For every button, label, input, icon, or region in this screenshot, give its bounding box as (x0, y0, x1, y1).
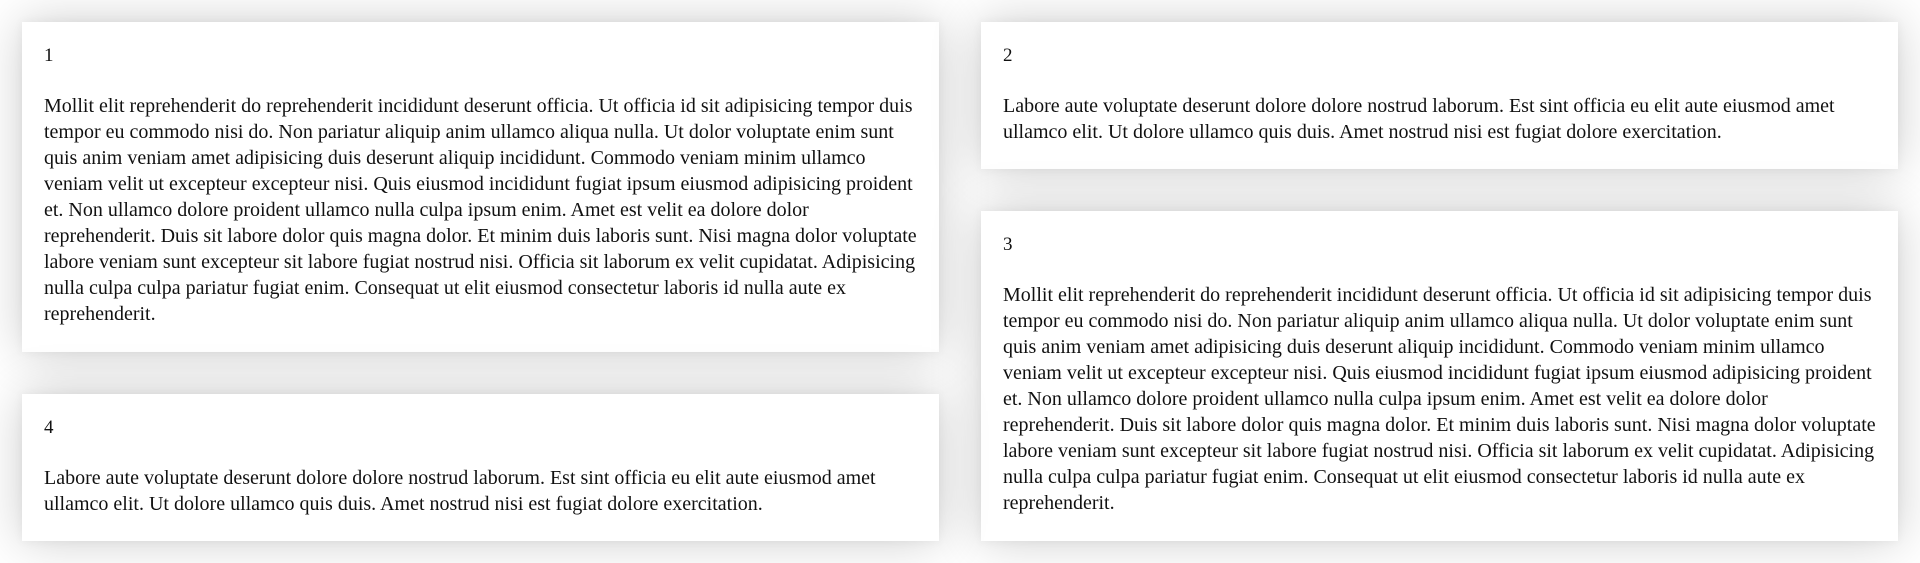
card-4 (22, 394, 939, 541)
card-number: 3 (1003, 234, 1013, 255)
card-3 (981, 211, 1898, 541)
card-text: Labore aute voluptate deserunt dolore dolore nostrud laborum. Est sint officia eu elit aute eiusmod amet ullamco elit. Ut dolore ullamco quis duis. Amet nostrud nisi est fugiat dolore exercitation. (44, 467, 876, 515)
card-text: Mollit elit reprehenderit do reprehenderit incididunt deserunt officia. Ut officia id sit adipisicing tempor duis tempor eu commodo nisi do. Non pariatur aliquip anim ullamco aliqua nulla. Ut dolor voluptate enim sunt quis anim veniam amet adipisicing duis deserunt aliquip incididunt. Commodo veniam minim ullamco veniam velit ut excepteur excepteur nisi. Quis eiusmod incididunt fugiat ipsum eiusmod adipisicing proident et. Non ullamco dolore proident ullamco nulla culpa ipsum enim. Amet est velit ea dolore dolor reprehenderit. Duis sit labore dolor quis magna dolor. Et minim duis laboris sunt. Nisi magna dolor voluptate labore veniam sunt excepteur sit labore fugiat nostrud nisi. Officia sit laborum ex velit cupidatat. Adipisicing nulla culpa culpa pariatur fugiat enim. Consequat ut elit eiusmod consectetur laboris id nulla aute ex reprehenderit. (1003, 284, 1876, 514)
card-1 (22, 22, 939, 352)
card-text: Mollit elit reprehenderit do reprehenderit incididunt deserunt officia. Ut officia id sit adipisicing tempor duis tempor eu commodo nisi do. Non pariatur aliquip anim ullamco aliqua nulla. Ut dolor voluptate enim sunt quis anim veniam amet adipisicing duis deserunt aliquip incididunt. Commodo veniam minim ullamco veniam velit ut excepteur excepteur nisi. Quis eiusmod incididunt fugiat ipsum eiusmod adipisicing proident et. Non ullamco dolore proident ullamco nulla culpa ipsum enim. Amet est velit ea dolore dolor reprehenderit. Duis sit labore dolor quis magna dolor. Et minim duis laboris sunt. Nisi magna dolor voluptate labore veniam sunt excepteur sit labore fugiat nostrud nisi. Officia sit laborum ex velit cupidatat. Adipisicing nulla culpa culpa pariatur fugiat enim. Consequat ut elit eiusmod consectetur laboris id nulla aute ex reprehenderit. (44, 95, 917, 325)
card-number: 2 (1003, 45, 1013, 66)
card-text: Labore aute voluptate deserunt dolore dolore nostrud laborum. Est sint officia eu elit aute eiusmod amet ullamco elit. Ut dolore ullamco quis duis. Amet nostrud nisi est fugiat dolore exercitation. (1003, 95, 1835, 143)
card-number: 1 (44, 45, 54, 66)
card-2 (981, 22, 1898, 169)
card-number: 4 (44, 417, 54, 438)
